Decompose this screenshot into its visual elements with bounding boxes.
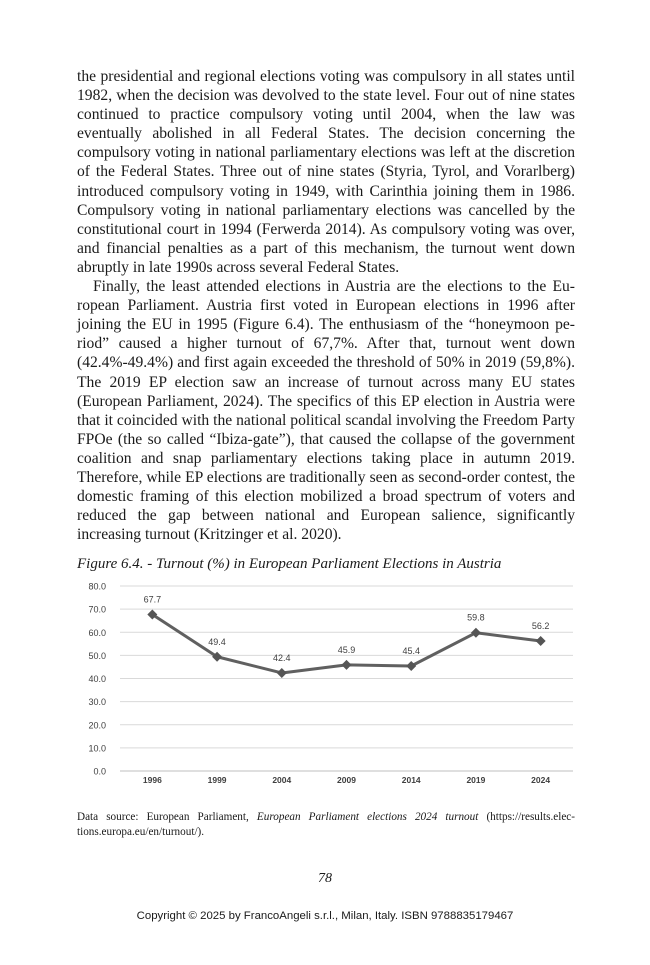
data-label: 49.4 [208,636,226,647]
x-tick-label: 1999 [207,775,227,785]
page-number: 78 [318,871,332,886]
source-title: European Parliament elections 2024 turnout [256,811,479,823]
source-prefix: Data source: European Parliament, [77,811,257,823]
data-label: 59.8 [467,612,485,623]
chart-svg [77,576,577,788]
y-tick-label: 50.0 [88,650,106,661]
data-label: 67.7 [143,594,162,605]
y-tick-label: 60.0 [88,627,106,638]
y-tick-label: 0.0 [93,766,106,777]
x-tick-label: 2014 [401,775,421,785]
data-label: 42.4 [273,652,291,663]
data-point-marker [277,668,287,678]
source-suffix: (https://results.elections.europa.eu/en/turnout/). [77,811,575,838]
y-tick-label: 70.0 [88,604,106,615]
x-tick-label: 1996 [142,775,162,785]
x-tick-label: 2009 [337,775,356,785]
y-tick-label: 40.0 [88,674,106,684]
data-point-marker [471,628,481,638]
data-label: 56.2 [531,621,550,632]
paragraph: Finally, the least attended elections in Austria are the elections to the European Parliament. Austria first voted in European elections in 1996 after joining the EU in 1995 (Figure 6.4). The enthusiasm of the “honeymoon period” caused a higher turnout of 67,7%. After that, turnout went down (42.4%-49.4%) and first again exceeded the threshold of 50% in 2019 (59,8%). The 2019 EP election saw an increase of turnout across many EU states (European Parliament, 2024). The specifics of this EP election in Austria were that it coincided with the national political scandal involving the Freedom Party FPOe (the so called “Ibiza-gate”), that caused the collapse of the government coalition and snap parliamentary elections taking place in autumn 2019. Therefore, while EP elections are traditionally seen as second-order contest, the domestic framing of this election mobilized a broad spectrum of voters and reduced the gap between national and European salience, significantly increasing turnout (Kritzinger et al. 2020). [77,278,575,544]
y-tick-label: 80.0 [88,581,106,592]
data-label: 45.9 [337,644,356,655]
x-tick-label: 2004 [272,775,292,785]
data-label: 45.4 [402,646,420,657]
figure-source-note [77,810,575,840]
copyright-notice: Copyright © 2025 by FrancoAngeli s.r.l., Milan, Italy. ISBN 9788835179467 [136,910,514,922]
y-tick-label: 20.0 [88,720,106,731]
x-tick-label: 2019 [466,775,486,785]
x-tick-label: 2024 [531,775,551,785]
y-tick-label: 30.0 [88,697,106,708]
data-point-marker [536,636,546,646]
turnout-line-chart [77,576,577,788]
figure-caption: Figure 6.4. - Turnout (%) in European Parliament Elections in Austria [77,556,502,572]
data-point-marker [406,661,416,671]
y-tick-label: 10.0 [88,743,106,754]
paragraph: the presidential and regional elections voting was compulsory in all states until 1982, when the decision was devolved to the state level. Four out of nine states continued to practice compulsory voting until 2004, when the law was eventually abolished in all Federal States. The decision concerning the compulsory voting in national parliamentary elections was left at the discretion of the Federal States. Three out of nine states (Styria, Tyrol, and Vorarlberg) introduced compulsory voting in 1949, with Carinthia joining them in 1986. Compulsory voting in national parliamentary elections was cancelled by the constitutional court in 1994 (Ferwerda 2014). As compulsory voting was over, and financial penalties as a part of this mechanism, the turnout went down abruptly in late 1990s across several Federal States. [77,68,575,276]
body-text [77,67,575,544]
data-point-marker [342,660,352,670]
